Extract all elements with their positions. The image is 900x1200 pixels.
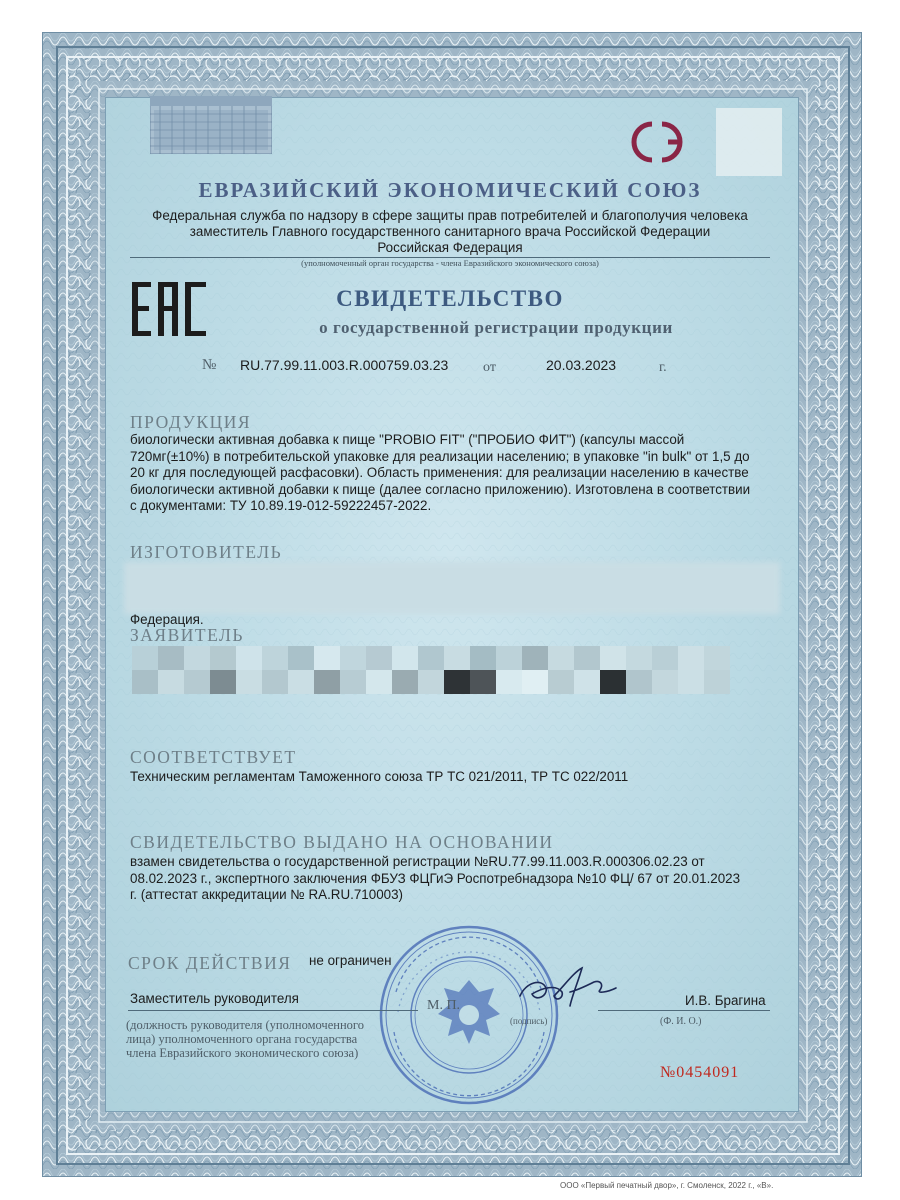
product-line-2: 720мг(±10%) в потребительской упаковке для реализации населению; в упаковке "in bulk" от 1,5 до [130, 448, 750, 464]
printer-line: ООО «Первый печатный двор», г. Смоленск, 2022 г., «В». [560, 1181, 774, 1190]
registration-date: 20.03.2023 [546, 357, 617, 373]
stamp-place: М. П. [427, 998, 461, 1013]
product-description [130, 432, 790, 515]
signatory-name-line [598, 1010, 770, 1011]
manufacturer-tail: Федерация. [130, 612, 204, 627]
product-line-1: биологически активная добавка к пище "PROBIO FIT" ("ПРОБИО ФИТ") (капсулы массой [130, 432, 685, 447]
signatory-position: Заместитель руководителя [130, 991, 299, 1006]
position-caption-line-1: (должность руководителя (уполномоченного [126, 1018, 364, 1032]
basis-heading: СВИДЕТЕЛЬСТВО ВЫДАНО НА ОСНОВАНИИ [130, 832, 554, 852]
position-caption-line-3: члена Евразийского экономического союза) [126, 1046, 359, 1060]
form-number: №0454091 [660, 1064, 740, 1081]
position-caption [126, 1018, 364, 1060]
official-stamp [376, 922, 562, 1108]
conformity-heading: СООТВЕТСТВУЕТ [130, 747, 297, 767]
product-heading: ПРОДУКЦИЯ [130, 412, 252, 432]
date-label: от [483, 360, 496, 375]
product-line-5: с документами: ТУ 10.89.19-012-59222457-2022. [130, 498, 432, 514]
authority-line-2: заместитель Главного государственного санитарного врача Российской Федерации [189, 224, 711, 239]
conformity-text: Техническим регламентам Таможенного союза ТР ТС 021/2011, ТР ТС 022/2011 [130, 769, 629, 784]
manufacturer-redaction [124, 562, 780, 614]
registration-number: RU.77.99.11.003.R.000759.03.23 [240, 357, 449, 373]
product-line-4: биологически активной добавки к пище (далее согласно приложению). Изготовлена в соответствии [130, 481, 751, 497]
year-suffix: г. [659, 360, 667, 375]
validity-value: не ограничен [309, 953, 392, 968]
applicant-redaction [132, 646, 730, 670]
manufacturer-heading: ИЗГОТОВИТЕЛЬ [130, 542, 283, 562]
basis-line-2: 08.02.2023 г., экспертного заключения ФБУЗ ФЦГиЭ Роспотребнадзора №10 ФЦ/ 67 от 20.01.2023 [130, 870, 741, 886]
authority-line-1: Федеральная служба по надзору в сфере защиты прав потребителей и благополучия человека [152, 208, 748, 223]
basis-text [130, 854, 790, 904]
union-name: ЕВРАЗИЙСКИЙ ЭКОНОМИЧЕСКИЙ СОЮЗ [198, 178, 702, 202]
product-line-3: 20 кг для последующей расфасовки). Область применения: для реализации населению в качестве [130, 465, 749, 481]
handwritten-signature [512, 962, 622, 1012]
signatory-name: И.В. Брагина [685, 993, 766, 1008]
basis-line-3: г. (аттестат аккредитации № RA.RU.710003) [130, 887, 403, 903]
name-caption: (Ф. И. О.) [660, 1016, 702, 1027]
number-label: № [202, 357, 217, 373]
authority-line-3: Российская Федерация [377, 240, 523, 255]
sign-caption: (подпись) [510, 1016, 548, 1026]
certificate-subtitle: о государственной регистрации продукции [319, 318, 673, 337]
position-caption-line-2: лица) уполномоченного органа государства [126, 1032, 358, 1046]
white-patch [716, 108, 782, 176]
applicant-heading: ЗАЯВИТЕЛЬ [130, 625, 244, 645]
basis-line-1: взамен свидетельства о государственной регистрации №RU.77.99.11.003.R.000306.02.23 от [130, 854, 705, 869]
validity-heading: СРОК ДЕЙСТВИЯ [128, 953, 292, 973]
applicant-redaction-2 [132, 670, 730, 694]
hologram-sticker [150, 96, 272, 154]
authority-caption: (уполномоченный орган государства - члена Евразийского экономического союза) [301, 258, 599, 268]
certificate-title: СВИДЕТЕЛЬСТВО [336, 286, 564, 311]
sanepid-logo [618, 116, 696, 168]
position-line [128, 1010, 418, 1011]
